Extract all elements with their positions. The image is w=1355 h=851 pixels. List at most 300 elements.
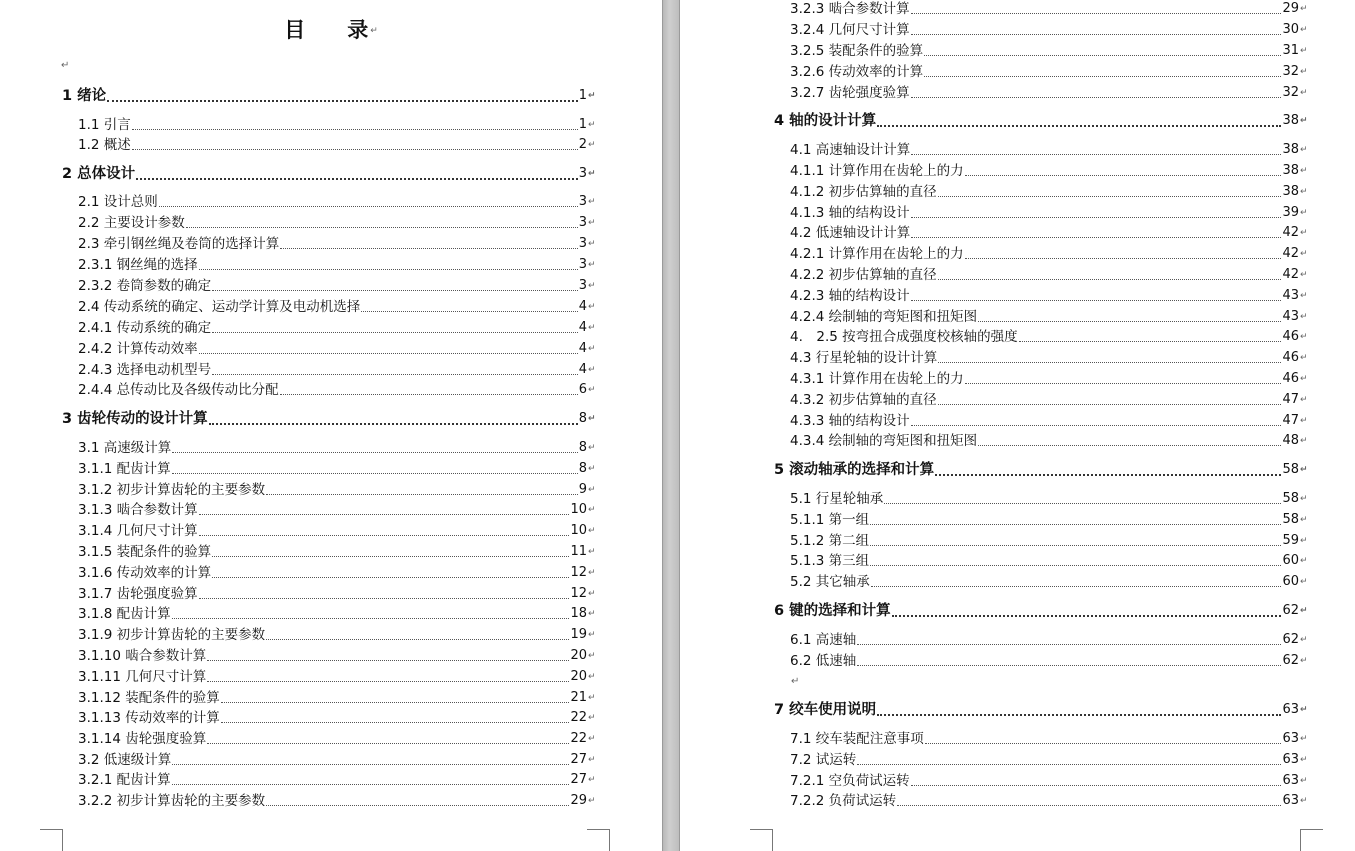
paragraph-mark-icon: ↵: [588, 693, 596, 703]
toc-entry-label: 3.1.13 传动效率的计算: [78, 710, 220, 726]
toc-page-number: 8: [578, 440, 587, 455]
toc-page-number: 58: [1282, 462, 1299, 477]
paragraph-mark-icon: ↵: [1300, 291, 1308, 301]
toc-entry[interactable]: [78, 584, 596, 604]
paragraph-mark-icon: ↵: [1300, 353, 1308, 363]
paragraph-mark-icon: ↵: [588, 323, 596, 333]
toc-page-number: 63: [1282, 793, 1299, 808]
toc-page-number: 3: [578, 215, 587, 230]
toc-page-number: 39: [1282, 205, 1299, 220]
paragraph-mark-icon: ↵: [588, 734, 596, 744]
toc-entry[interactable]: [790, 431, 1308, 451]
paragraph-mark-icon: ↵: [1300, 536, 1308, 546]
paragraph-mark-icon: ↵: [588, 140, 596, 150]
toc-page-number: 6: [578, 382, 587, 397]
toc-entry-label: 3.1.10 啮合参数计算: [78, 648, 207, 664]
toc-page-number: 43: [1282, 309, 1299, 324]
page-corner-mark: [587, 829, 609, 851]
dot-leader: [978, 309, 1281, 322]
toc-entry-label: 6.2 低速轴: [790, 653, 857, 669]
dot-leader: [199, 586, 570, 599]
toc-entry-label: 2.3 牵引钢丝绳及卷筒的选择计算: [78, 236, 280, 252]
paragraph-mark-icon: ↵: [588, 281, 596, 291]
toc-entry-label: 3.2 低速级计算: [78, 752, 172, 768]
toc-entry[interactable]: [790, 411, 1308, 431]
paragraph-mark-icon: ↵: [1300, 46, 1308, 56]
toc-entry[interactable]: [790, 651, 1308, 671]
toc-entry[interactable]: [78, 667, 596, 687]
toc-right: [680, 0, 1355, 851]
paragraph-mark-icon: ↵: [61, 60, 70, 71]
toc-page-number: 1: [578, 88, 587, 103]
dot-leader: [857, 752, 1281, 765]
toc-entry[interactable]: [78, 192, 596, 212]
toc-entry[interactable]: [790, 551, 1308, 571]
toc-entry-label: 3.1.6 传动效率的计算: [78, 565, 212, 581]
toc-entry-label: 3.1.8 配齿计算: [78, 606, 171, 622]
title-text: 目 录: [284, 18, 369, 42]
dot-leader: [199, 341, 578, 354]
toc-page-number: 63: [1282, 752, 1299, 767]
toc-entry[interactable]: [790, 265, 1308, 285]
toc-left: [0, 0, 662, 851]
toc-page-number: 3: [578, 236, 587, 251]
toc-page-number: 3: [578, 278, 587, 293]
paragraph-mark-icon: ↵: [588, 589, 596, 599]
toc-page-number: 46: [1282, 350, 1299, 365]
toc-entry-label: 4.1.2 初步估算轴的直径: [790, 184, 937, 200]
toc-entry[interactable]: [790, 41, 1308, 61]
paragraph-mark-icon: ↵: [1300, 208, 1308, 218]
toc-page-number: 22: [570, 710, 587, 725]
dot-leader: [911, 773, 1282, 786]
toc-chapter-entry[interactable]: [62, 409, 596, 429]
toc-entry[interactable]: [78, 770, 596, 790]
toc-page-number: 10: [570, 502, 587, 517]
paragraph-mark-icon: ↵: [370, 26, 378, 36]
dot-leader: [212, 362, 578, 375]
dot-leader: [892, 601, 1282, 617]
toc-entry-label: 5.1.3 第三组: [790, 553, 870, 569]
dot-leader: [870, 553, 1281, 566]
toc-page-number: 4: [578, 362, 587, 377]
toc-entry[interactable]: [78, 380, 596, 400]
dot-leader: [871, 574, 1282, 587]
paragraph-mark-icon: ↵: [588, 485, 596, 495]
dot-leader: [1019, 329, 1282, 342]
toc-entry[interactable]: [78, 234, 596, 254]
toc-entry-label: 3.1.7 齿轮强度验算: [78, 586, 198, 602]
toc-entry-label: 5.2 其它轴承: [790, 574, 870, 590]
toc-entry[interactable]: [78, 339, 596, 359]
toc-entry-label: 2.4.1 传动系统的确定: [78, 320, 212, 336]
toc-chapter-entry[interactable]: [62, 86, 596, 106]
paragraph-mark-icon: ↵: [588, 239, 596, 249]
toc-entry-label: 4.1 高速轴设计计算: [790, 142, 911, 158]
toc-entry[interactable]: [78, 459, 596, 479]
toc-entry-label: 2 总体设计: [62, 166, 136, 182]
toc-page-number: 32: [1282, 64, 1299, 79]
toc-page-number: 20: [570, 648, 587, 663]
dot-leader: [924, 43, 1281, 56]
dot-leader: [209, 409, 578, 425]
paragraph-mark-icon: ↵: [1300, 228, 1308, 238]
toc-page-number: 12: [570, 565, 587, 580]
paragraph-mark-icon: ↵: [1300, 494, 1308, 504]
dot-leader: [877, 700, 1281, 716]
toc-page-number: 38: [1282, 163, 1299, 178]
toc-page-number: 31: [1282, 43, 1299, 58]
toc-entry[interactable]: [78, 625, 596, 645]
toc-entry[interactable]: [78, 729, 596, 749]
toc-page-number: 38: [1282, 113, 1299, 128]
paragraph-mark-icon: ↵: [588, 547, 596, 557]
toc-entry[interactable]: [790, 203, 1308, 223]
toc-page-number: 42: [1282, 267, 1299, 282]
toc-page-number: 46: [1282, 329, 1299, 344]
paragraph-mark-icon: ↵: [588, 91, 596, 101]
toc-page-number: 3: [578, 194, 587, 209]
paragraph-mark-icon: ↵: [1300, 776, 1308, 786]
toc-page-number: 62: [1282, 653, 1299, 668]
toc-page-number: 62: [1282, 603, 1299, 618]
toc-chapter-entry[interactable]: [774, 111, 1308, 131]
dot-leader: [925, 731, 1282, 744]
toc-page-number: 2: [578, 137, 587, 152]
toc-entry[interactable]: [790, 182, 1308, 202]
toc-entry[interactable]: [78, 438, 596, 458]
toc-entry-label: 4.2.2 初步估算轴的直径: [790, 267, 937, 283]
paragraph-mark-icon: ↵: [588, 385, 596, 395]
toc-entry[interactable]: [790, 369, 1308, 389]
paragraph-mark-icon: ↵: [1300, 25, 1308, 35]
toc-page-number: 3: [578, 166, 587, 181]
toc-page-number: 20: [570, 669, 587, 684]
dot-leader: [857, 632, 1281, 645]
toc-page-number: 60: [1282, 574, 1299, 589]
toc-entry[interactable]: [78, 750, 596, 770]
dot-leader: [186, 215, 578, 228]
dot-leader: [911, 142, 1281, 155]
toc-page-number: 42: [1282, 246, 1299, 261]
toc-entry-label: 5 滚动轴承的选择和计算: [774, 462, 935, 478]
dot-leader: [212, 544, 569, 557]
toc-entry[interactable]: [78, 213, 596, 233]
toc-entry-label: 4.3.4 绘制轴的弯矩图和扭矩图: [790, 433, 978, 449]
toc-page-number: 22: [570, 731, 587, 746]
paragraph-mark-icon: ↵: [1300, 395, 1308, 405]
dot-leader: [911, 288, 1282, 301]
paragraph-mark-icon: ↵: [588, 414, 596, 424]
toc-entry[interactable]: [790, 223, 1308, 243]
dot-leader: [935, 460, 1281, 476]
toc-entry-label: 3.1.14 齿轮强度验算: [78, 731, 207, 747]
paragraph-mark-icon: ↵: [588, 344, 596, 354]
toc-entry-label: 4.2.4 绘制轴的弯矩图和扭矩图: [790, 309, 978, 325]
toc-page-number: 18: [570, 606, 587, 621]
toc-entry[interactable]: [78, 480, 596, 500]
toc-entry-label: 4. 2.5 按弯扭合成强度校核轴的强度: [790, 329, 1018, 345]
toc-entry[interactable]: [78, 521, 596, 541]
toc-entry-label: 3.1.2 初步计算齿轮的主要参数: [78, 482, 266, 498]
toc-entry[interactable]: [790, 327, 1308, 347]
toc-entry[interactable]: [78, 500, 596, 520]
toc-entry-label: 2.3.1 钢丝绳的选择: [78, 257, 198, 273]
toc-entry-label: 2.2 主要设计参数: [78, 215, 185, 231]
toc-entry-label: 3.2.5 装配条件的验算: [790, 43, 924, 59]
toc-entry[interactable]: [790, 83, 1308, 103]
toc-entry[interactable]: [78, 708, 596, 728]
toc-page-number: 27: [570, 752, 587, 767]
toc-entry-label: 2.4.4 总传动比及各级传动比分配: [78, 382, 279, 398]
dot-leader: [172, 752, 569, 765]
toc-page-number: 12: [570, 586, 587, 601]
toc-entry-label: 4.2.3 轴的结构设计: [790, 288, 910, 304]
dot-leader: [207, 669, 569, 682]
paragraph-mark-icon: ↵: [588, 526, 596, 536]
paragraph-mark-icon: ↵: [1300, 416, 1308, 426]
toc-entry[interactable]: [78, 791, 596, 811]
toc-page-number: 1: [578, 117, 587, 132]
toc-entry-label: 3.1.9 初步计算齿轮的主要参数: [78, 627, 266, 643]
toc-entry[interactable]: [78, 135, 596, 155]
toc-entry-label: 3.1 高速级计算: [78, 440, 172, 456]
toc-entry[interactable]: [78, 542, 596, 562]
toc-page-number: 38: [1282, 184, 1299, 199]
dot-leader: [965, 371, 1282, 384]
paragraph-mark-icon: ↵: [588, 775, 596, 785]
paragraph-mark-icon: ↵: [1300, 270, 1308, 280]
toc-page-number: 4: [578, 341, 587, 356]
toc-entry[interactable]: [78, 318, 596, 338]
toc-entry-label: 1.2 概述: [78, 137, 131, 153]
toc-page-number: 48: [1282, 433, 1299, 448]
paragraph-mark-icon: ↵: [588, 197, 596, 207]
toc-entry[interactable]: [790, 390, 1308, 410]
toc-entry-label: 6.1 高速轴: [790, 632, 857, 648]
dot-leader: [280, 382, 578, 395]
toc-page-number: 43: [1282, 288, 1299, 303]
toc-page-number: 32: [1282, 85, 1299, 100]
toc-page-number: 47: [1282, 413, 1299, 428]
toc-entry[interactable]: [790, 244, 1308, 264]
dot-leader: [911, 205, 1282, 218]
paragraph-mark-icon: ↵: [588, 120, 596, 130]
toc-page-number: 27: [570, 772, 587, 787]
dot-leader: [938, 350, 1281, 363]
toc-entry[interactable]: [78, 563, 596, 583]
toc-page-number: 63: [1282, 702, 1299, 717]
toc-entry[interactable]: [790, 286, 1308, 306]
paragraph-mark-icon: ↵: [588, 713, 596, 723]
toc-entry-label: 4.2 低速轴设计计算: [790, 225, 911, 241]
dot-leader: [978, 433, 1281, 446]
paragraph-mark-icon: ↵: [588, 464, 596, 474]
toc-entry[interactable]: [78, 360, 596, 380]
toc-entry[interactable]: [790, 791, 1308, 811]
paragraph-mark-icon: ↵: [1300, 734, 1308, 744]
toc-entry[interactable]: [78, 688, 596, 708]
toc-entry-label: 3.2.7 齿轮强度验算: [790, 85, 910, 101]
toc-page-number: 8: [578, 461, 587, 476]
toc-entry-label: 3.2.4 几何尺寸计算: [790, 22, 910, 38]
paragraph-mark-icon: ↵: [588, 169, 596, 179]
toc-entry-label: 3 齿轮传动的设计计算: [62, 411, 208, 427]
toc-page-number: 3: [578, 257, 587, 272]
paragraph-mark-icon: ↵: [1300, 312, 1308, 322]
paragraph-mark-icon: ↵: [1300, 88, 1308, 98]
toc-entry-label: 4.1.1 计算作用在齿轮上的力: [790, 163, 964, 179]
toc-entry-label: 3.2.6 传动效率的计算: [790, 64, 924, 80]
dot-leader: [132, 137, 578, 150]
toc-page-number: 29: [570, 793, 587, 808]
dot-leader: [924, 64, 1281, 77]
toc-chapter-entry[interactable]: [774, 601, 1308, 621]
dot-leader: [938, 184, 1282, 197]
dot-leader: [172, 461, 578, 474]
toc-chapter-entry[interactable]: [774, 700, 1308, 720]
toc-page-number: 59: [1282, 533, 1299, 548]
toc-entry-label: 2.1 设计总则: [78, 194, 158, 210]
dot-leader: [172, 606, 570, 619]
dot-leader: [207, 731, 569, 744]
toc-entry[interactable]: [78, 646, 596, 666]
toc-entry[interactable]: [790, 348, 1308, 368]
toc-chapter-entry[interactable]: [62, 164, 596, 184]
paragraph-mark-icon: ↵: [1300, 635, 1308, 645]
toc-entry[interactable]: [78, 604, 596, 624]
paragraph-mark-icon: ↵: [1300, 606, 1308, 616]
toc-entry[interactable]: [790, 750, 1308, 770]
toc-entry-label: 4.3.3 轴的结构设计: [790, 413, 910, 429]
dot-leader: [199, 502, 570, 515]
dot-leader: [266, 627, 569, 640]
toc-entry[interactable]: [790, 62, 1308, 82]
paragraph-mark-icon: ↵: [588, 755, 596, 765]
toc-entry-label: 3.1.5 装配条件的验算: [78, 544, 212, 560]
toc-entry-label: 3.2.2 初步计算齿轮的主要参数: [78, 793, 266, 809]
dot-leader: [159, 194, 578, 207]
dot-leader: [897, 793, 1281, 806]
dot-leader: [911, 1, 1282, 14]
paragraph-mark-icon: ↵: [588, 630, 596, 640]
paragraph-mark-icon: ↵: [1300, 187, 1308, 197]
toc-page-number: 21: [570, 690, 587, 705]
toc-entry-label: 7 绞车使用说明: [774, 702, 877, 718]
toc-entry[interactable]: [790, 140, 1308, 160]
dot-leader: [199, 257, 578, 270]
toc-entry[interactable]: [790, 489, 1308, 509]
dot-leader: [870, 512, 1281, 525]
dot-leader: [172, 772, 570, 785]
toc-entry[interactable]: [78, 115, 596, 135]
toc-page-number: 19: [570, 627, 587, 642]
toc-entry[interactable]: [790, 572, 1308, 592]
dot-leader: [911, 22, 1282, 35]
toc-entry[interactable]: [790, 20, 1308, 40]
toc-entry[interactable]: [790, 771, 1308, 791]
toc-page-number: 63: [1282, 731, 1299, 746]
dot-leader: [965, 163, 1282, 176]
toc-entry-label: 5.1.2 第二组: [790, 533, 870, 549]
toc-entry-label: 2.4 传动系统的确定、运动学计算及电动机选择: [78, 299, 361, 315]
dot-leader: [266, 482, 578, 495]
paragraph-mark-icon: ↵: [588, 365, 596, 375]
paragraph-mark-icon: ↵: [1300, 166, 1308, 176]
toc-page-number: 62: [1282, 632, 1299, 647]
paragraph-mark-icon: ↵: [1300, 116, 1308, 126]
paragraph-mark-icon: ↵: [1300, 577, 1308, 587]
toc-entry[interactable]: [790, 531, 1308, 551]
toc-entry-label: 5.1 行星轮轴承: [790, 491, 884, 507]
paragraph-mark-icon: ↵: [588, 218, 596, 228]
toc-page-number: 58: [1282, 512, 1299, 527]
dot-leader: [911, 413, 1282, 426]
toc-entry-label: 2.4.2 计算传动效率: [78, 341, 198, 357]
toc-page-number: 60: [1282, 553, 1299, 568]
dot-leader: [884, 491, 1281, 504]
paragraph-mark-icon: ↵: [588, 568, 596, 578]
toc-page-number: 4: [578, 320, 587, 335]
toc-entry[interactable]: [790, 630, 1308, 650]
toc-entry[interactable]: [78, 276, 596, 296]
dot-leader: [136, 164, 578, 180]
dot-leader: [266, 793, 569, 806]
toc-entry-label: 7.2.1 空负荷试运转: [790, 773, 910, 789]
toc-entry[interactable]: [790, 729, 1308, 749]
dot-leader: [212, 565, 569, 578]
dot-leader: [938, 267, 1282, 280]
toc-entry-label: 4 轴的设计计算: [774, 113, 877, 129]
left-page: [0, 0, 662, 851]
right-page: [680, 0, 1355, 851]
toc-entry[interactable]: [78, 255, 596, 275]
toc-entry[interactable]: [790, 510, 1308, 530]
dot-leader: [911, 225, 1281, 238]
toc-entry-label: 4.2.1 计算作用在齿轮上的力: [790, 246, 964, 262]
dot-leader: [212, 278, 578, 291]
toc-entry-label: 7.2 试运转: [790, 752, 857, 768]
toc-entry-label: 3.1.12 装配条件的验算: [78, 690, 220, 706]
dot-leader: [207, 648, 569, 661]
dot-leader: [938, 392, 1282, 405]
toc-entry-label: 1.1 引言: [78, 117, 131, 133]
toc-page-number: 47: [1282, 392, 1299, 407]
toc-entry-label: 3.2.3 啮合参数计算: [790, 1, 910, 17]
toc-chapter-entry[interactable]: [774, 460, 1308, 480]
dot-leader: [361, 299, 577, 312]
toc-entry-label: 3.1.3 啮合参数计算: [78, 502, 198, 518]
toc-page-number: 29: [1282, 1, 1299, 16]
page-corner-mark: [1300, 829, 1323, 851]
paragraph-mark-icon: ↵: [588, 609, 596, 619]
toc-entry[interactable]: [790, 161, 1308, 181]
toc-entry-label: 3.1.11 几何尺寸计算: [78, 669, 207, 685]
toc-entry[interactable]: [790, 307, 1308, 327]
toc-entry-label: 1 绪论: [62, 88, 107, 104]
page-corner-mark: [609, 829, 632, 851]
toc-entry[interactable]: [78, 297, 596, 317]
toc-page-number: 8: [578, 411, 587, 426]
dot-leader: [107, 86, 578, 102]
toc-entry[interactable]: [790, 0, 1308, 19]
paragraph-mark-icon: ↵: [1300, 67, 1308, 77]
paragraph-mark-icon: ↵: [588, 651, 596, 661]
toc-page-number: 42: [1282, 225, 1299, 240]
paragraph-mark-icon: ↵: [588, 505, 596, 515]
dot-leader: [965, 246, 1282, 259]
toc-page-number: 4: [578, 299, 587, 314]
